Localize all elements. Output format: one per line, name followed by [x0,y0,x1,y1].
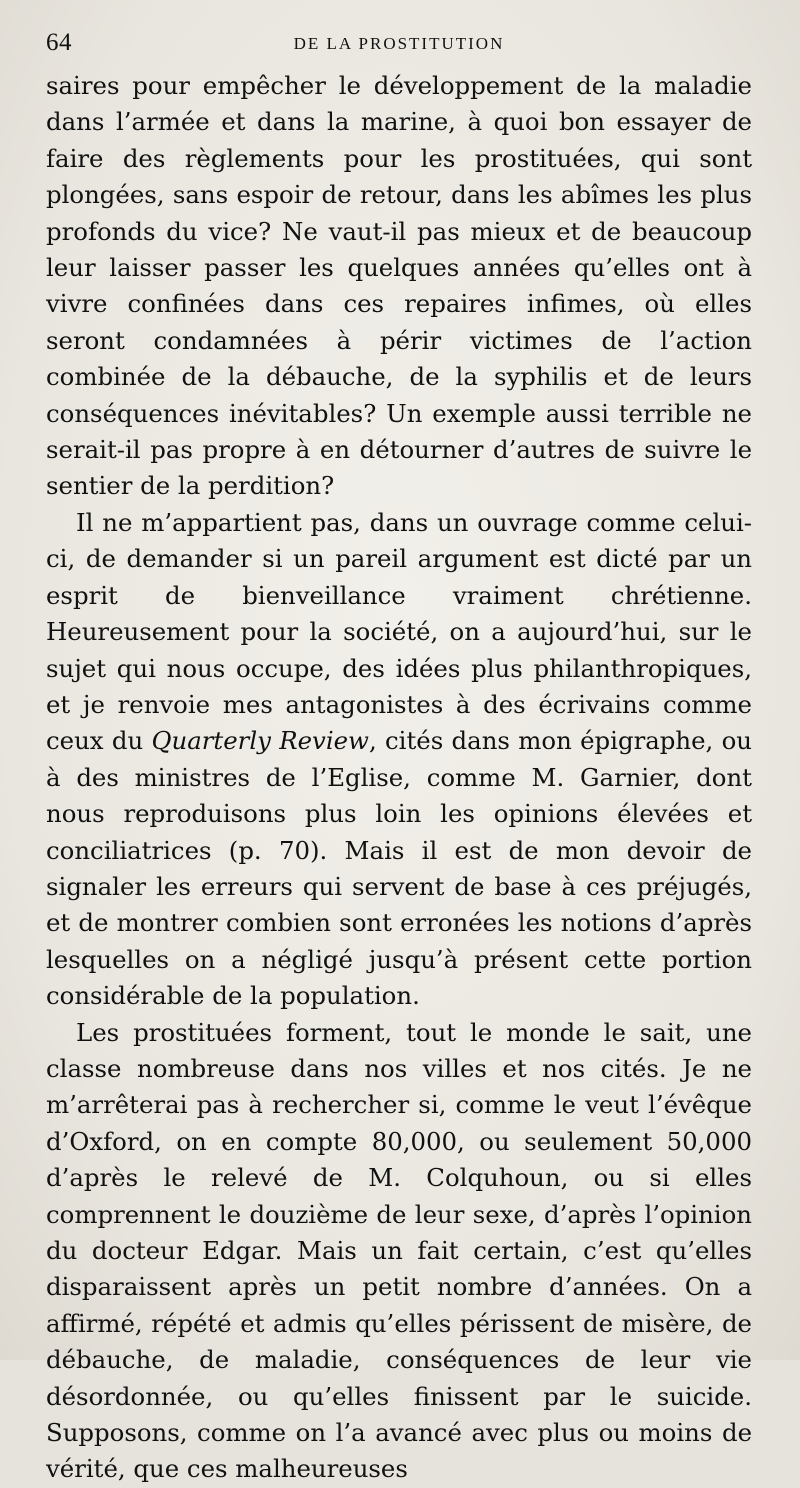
paragraph-2 [46,505,752,1015]
page-number: 64 [46,29,72,56]
running-header [46,28,752,68]
paragraph-1: saires pour empêcher le développement de la maladie dans l’armée et dans la marine, à quoi bon essayer de faire des règlements pour les prostituées, qui sont plongées, sans espoir de retour, dans les abîmes les plus profonds du vice? Ne vaut-il pas mieux et de beaucoup leur laisser passer les quelques années qu’elles ont à vivre confinées dans ces repaires infimes, où elles seront condamnées à périr victimes de l’action combinée de la débauche, de la syphilis et de leurs conséquences inévitables? Un exemple aussi terrible ne serait-il pas propre à en détourner d’autres de suivre le sentier de la perdition? [46,71,752,501]
quarterly-review-title: Quarterly Review [151,726,369,756]
running-title: DE LA PROSTITUTION [293,34,505,53]
paragraph-2-text-end: , cités dans mon épigraphe, ou à des ministres de l’Eglise, comme M. Garnier, dont nous reproduisons plus loin les opinions élevées et conciliatrices (p. 70). Mais il est de mon devoir de signaler les erreurs qui servent de base à ces préjugés, et de montrer combien sont erronées les notions d’après lesquelles on a négligé jusqu’à présent cette portion considérable de la population. [46,726,752,1011]
paragraph-2-text-start: Il ne m’appartient pas, dans un ouvrage comme celui-ci, de demander si un pareil argument est dicté par un esprit de bienveillance vraiment chrétienne. Heureusement pour la société, on a aujourd’hui, sur le sujet qui nous occupe, des idées plus philanthropiques, et je renvoie mes antagonistes à des écrivains comme ceux du [46,507,752,756]
paragraph-3: Les prostituées forment, tout le monde le sait, une classe nombreuse dans nos villes et nos cités. Je ne m’arrêterai pas à rechercher si, comme le veut l’évêque d’Oxford, on en compte 80,000, ou seulement 50,000 d’après le relevé de M. Colquhoun, ou si elles comprennent le douzième de leur sexe, d’après l’opinion du docteur Edgar. Mais un fait certain, c’est qu’elles disparaissent après un petit nombre d’années. On a affirmé, répété et admis qu’elles périssent de misère, de débauche, de maladie, conséquences de leur vie désordonnée, ou qu’elles finissent par le suicide. Supposons, comme on l’a avancé avec plus ou moins de vérité, que ces malheureuses [46,1017,752,1484]
body-text [46,68,752,1488]
